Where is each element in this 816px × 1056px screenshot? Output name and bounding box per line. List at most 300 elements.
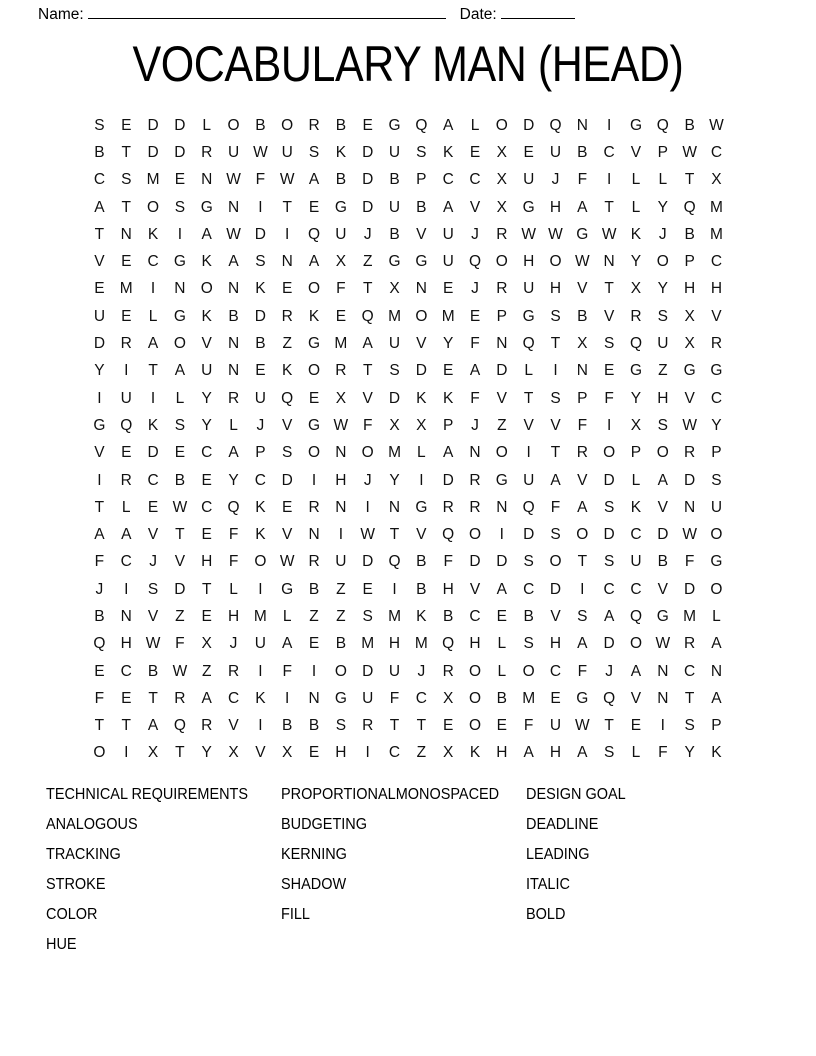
grid-cell[interactable]: O (656, 253, 669, 271)
grid-cell[interactable]: K (630, 498, 642, 516)
grid-cell[interactable]: F (175, 635, 185, 653)
grid-cell[interactable]: T (121, 143, 131, 161)
grid-cell[interactable]: E (630, 717, 642, 735)
grid-cell[interactable]: C (469, 607, 481, 625)
grid-cell[interactable]: A (577, 744, 588, 762)
grid-cell[interactable]: Y (201, 416, 212, 434)
grid-cell[interactable]: D (93, 335, 106, 353)
grid-cell[interactable]: O (227, 116, 240, 134)
grid-cell[interactable]: B (416, 553, 427, 571)
grid-cell[interactable]: T (389, 717, 400, 735)
grid-cell[interactable]: M (710, 225, 723, 243)
grid-cell[interactable]: S (550, 389, 561, 407)
grid-cell[interactable]: M (710, 198, 723, 216)
grid-cell[interactable]: I (526, 444, 531, 462)
grid-cell[interactable]: D (469, 553, 481, 571)
grid-cell[interactable]: U (254, 635, 266, 653)
grid-cell[interactable]: T (577, 553, 588, 571)
grid-cell[interactable]: N (335, 444, 347, 462)
grid-cell[interactable]: W (682, 416, 697, 434)
grid-cell[interactable]: I (258, 662, 263, 680)
grid-cell[interactable]: D (603, 471, 615, 489)
grid-cell[interactable]: U (335, 225, 347, 243)
grid-cell[interactable]: M (683, 607, 697, 625)
grid-cell[interactable]: G (495, 471, 508, 489)
grid-cell[interactable]: H (657, 389, 669, 407)
grid-cell[interactable]: Q (468, 253, 482, 271)
grid-cell[interactable]: B (174, 471, 186, 489)
grid-cell[interactable]: L (497, 662, 507, 680)
grid-cell[interactable]: M (119, 280, 133, 298)
grid-cell[interactable]: Z (362, 253, 373, 271)
grid-cell[interactable]: S (711, 471, 722, 489)
grid-cell[interactable]: J (95, 580, 104, 598)
grid-cell[interactable]: R (308, 116, 320, 134)
grid-cell[interactable]: A (121, 526, 132, 544)
grid-cell[interactable]: Y (711, 416, 722, 434)
grid-cell[interactable]: Q (281, 389, 294, 407)
grid-cell[interactable]: I (124, 580, 129, 598)
grid-cell[interactable]: B (416, 580, 427, 598)
grid-cell[interactable]: Y (201, 389, 212, 407)
grid-cell[interactable]: A (443, 444, 454, 462)
grid-cell[interactable]: H (549, 635, 562, 653)
grid-cell[interactable]: M (414, 635, 428, 653)
grid-cell[interactable]: U (362, 689, 374, 707)
grid-cell[interactable]: X (577, 335, 588, 353)
grid-cell[interactable]: Y (657, 198, 668, 216)
grid-cell[interactable]: R (684, 635, 696, 653)
grid-cell[interactable]: W (253, 143, 268, 161)
grid-cell[interactable]: H (120, 635, 132, 653)
grid-cell[interactable]: E (496, 607, 507, 625)
grid-cell[interactable]: C (630, 526, 642, 544)
grid-cell[interactable]: J (471, 280, 479, 298)
grid-cell[interactable]: U (523, 471, 535, 489)
grid-cell[interactable]: E (496, 717, 507, 735)
grid-cell[interactable]: H (496, 744, 508, 762)
grid-cell[interactable]: F (389, 689, 400, 707)
grid-cell[interactable]: W (575, 717, 590, 735)
grid-cell[interactable]: I (365, 498, 370, 516)
grid-cell[interactable]: E (308, 635, 320, 653)
grid-cell[interactable]: G (683, 362, 696, 380)
grid-cell[interactable]: T (175, 744, 185, 762)
grid-cell[interactable]: O (549, 253, 562, 271)
grid-cell[interactable]: I (258, 580, 263, 598)
grid-cell[interactable]: A (174, 362, 186, 380)
grid-cell[interactable]: B (523, 607, 534, 625)
grid-cell[interactable]: C (469, 171, 481, 189)
grid-cell[interactable]: Q (522, 335, 535, 353)
grid-cell[interactable]: E (121, 689, 132, 707)
grid-cell[interactable]: V (469, 198, 481, 216)
grid-cell[interactable]: C (93, 171, 106, 189)
grid-cell[interactable]: V (362, 389, 373, 407)
grid-cell[interactable]: S (657, 416, 668, 434)
grid-cell[interactable]: C (147, 253, 159, 271)
grid-cell[interactable]: B (577, 307, 588, 325)
grid-cell[interactable]: R (469, 498, 481, 516)
grid-cell[interactable]: C (710, 253, 723, 271)
grid-cell[interactable]: F (94, 689, 105, 707)
grid-cell[interactable]: U (93, 307, 106, 325)
grid-cell[interactable]: W (226, 225, 241, 243)
grid-cell[interactable]: S (147, 580, 159, 598)
grid-cell[interactable]: E (174, 171, 186, 189)
grid-cell[interactable]: M (441, 307, 455, 325)
grid-cell[interactable]: F (470, 389, 480, 407)
grid-cell[interactable]: P (577, 389, 588, 407)
grid-cell[interactable]: E (255, 362, 266, 380)
grid-cell[interactable]: S (603, 744, 615, 762)
grid-cell[interactable]: Q (120, 416, 133, 434)
grid-cell[interactable]: N (576, 116, 588, 134)
grid-cell[interactable]: V (147, 526, 159, 544)
grid-cell[interactable]: N (415, 280, 427, 298)
grid-cell[interactable]: L (524, 362, 533, 380)
grid-cell[interactable]: F (577, 662, 588, 680)
grid-cell[interactable]: D (496, 362, 508, 380)
grid-cell[interactable]: X (389, 280, 400, 298)
grid-cell[interactable]: A (94, 526, 105, 544)
grid-cell[interactable]: H (388, 635, 401, 653)
grid-cell[interactable]: I (606, 416, 612, 434)
grid-cell[interactable]: H (710, 280, 723, 298)
grid-cell[interactable]: V (711, 307, 722, 325)
grid-cell[interactable]: D (684, 580, 696, 598)
grid-cell[interactable]: R (281, 307, 293, 325)
grid-cell[interactable]: C (254, 471, 266, 489)
grid-cell[interactable]: I (553, 362, 558, 380)
grid-cell[interactable]: N (710, 662, 723, 680)
grid-cell[interactable]: C (227, 689, 240, 707)
word-list-item[interactable]: SHADOW (281, 876, 347, 893)
grid-cell[interactable]: V (550, 416, 561, 434)
grid-cell[interactable]: D (603, 526, 615, 544)
grid-cell[interactable]: O (495, 444, 508, 462)
grid-cell[interactable]: X (335, 253, 347, 271)
grid-cell[interactable]: G (308, 335, 321, 353)
grid-cell[interactable]: Q (629, 607, 642, 625)
grid-cell[interactable]: K (255, 498, 266, 516)
grid-cell[interactable]: D (174, 143, 186, 161)
grid-cell[interactable]: S (603, 498, 615, 516)
grid-cell[interactable]: P (255, 444, 266, 462)
grid-cell[interactable]: L (631, 171, 641, 189)
grid-cell[interactable]: R (308, 498, 320, 516)
word-list-item[interactable]: ANALOGOUS (46, 816, 138, 833)
word-list-item[interactable]: TRACKING (46, 846, 121, 863)
grid-cell[interactable]: O (173, 335, 186, 353)
grid-cell[interactable]: V (255, 744, 266, 762)
grid-cell[interactable]: C (630, 580, 642, 598)
grid-cell[interactable]: N (308, 526, 320, 544)
grid-cell[interactable]: G (656, 607, 669, 625)
grid-cell[interactable]: F (228, 526, 239, 544)
grid-cell[interactable]: N (576, 362, 588, 380)
grid-cell[interactable]: O (522, 662, 535, 680)
grid-cell[interactable]: Q (629, 335, 642, 353)
grid-cell[interactable]: Y (630, 389, 642, 407)
grid-cell[interactable]: H (227, 607, 240, 625)
grid-cell[interactable]: A (469, 362, 481, 380)
grid-cell[interactable]: U (388, 198, 401, 216)
grid-cell[interactable]: Z (201, 662, 212, 680)
grid-cell[interactable]: V (416, 225, 427, 243)
grid-cell[interactable]: S (603, 335, 615, 353)
grid-cell[interactable]: D (174, 580, 186, 598)
grid-cell[interactable]: G (415, 253, 428, 271)
grid-cell[interactable]: Q (683, 198, 696, 216)
grid-cell[interactable]: I (97, 389, 102, 407)
grid-cell[interactable]: K (255, 689, 266, 707)
grid-cell[interactable]: T (121, 717, 131, 735)
grid-cell[interactable]: D (603, 635, 615, 653)
grid-cell[interactable]: L (121, 498, 131, 516)
grid-cell[interactable]: E (443, 362, 454, 380)
grid-cell[interactable]: S (523, 635, 534, 653)
grid-cell[interactable]: N (281, 253, 293, 271)
grid-cell[interactable]: E (174, 444, 186, 462)
grid-cell[interactable]: P (416, 171, 427, 189)
grid-cell[interactable]: T (362, 362, 373, 380)
grid-cell[interactable]: T (94, 717, 105, 735)
grid-cell[interactable]: U (388, 143, 401, 161)
grid-cell[interactable]: B (308, 580, 320, 598)
grid-cell[interactable]: N (174, 280, 186, 298)
grid-cell[interactable]: G (710, 553, 723, 571)
grid-cell[interactable]: C (710, 389, 723, 407)
grid-cell[interactable]: O (254, 553, 267, 571)
grid-cell[interactable]: B (657, 553, 668, 571)
grid-cell[interactable]: C (710, 143, 723, 161)
grid-cell[interactable]: W (279, 553, 295, 571)
grid-cell[interactable]: B (416, 198, 427, 216)
grid-cell[interactable]: Y (657, 280, 668, 298)
grid-cell[interactable]: T (684, 171, 695, 189)
grid-cell[interactable]: E (469, 143, 481, 161)
grid-cell[interactable]: O (576, 526, 589, 544)
grid-cell[interactable]: Z (282, 335, 292, 353)
grid-cell[interactable]: S (389, 362, 400, 380)
grid-cell[interactable]: R (227, 389, 240, 407)
grid-cell[interactable]: F (550, 498, 561, 516)
grid-cell[interactable]: M (522, 689, 536, 707)
grid-cell[interactable]: E (308, 744, 320, 762)
grid-cell[interactable]: A (94, 198, 105, 216)
grid-cell[interactable]: Y (201, 744, 212, 762)
grid-cell[interactable]: F (94, 553, 105, 571)
grid-cell[interactable]: R (496, 280, 508, 298)
grid-cell[interactable]: D (496, 553, 508, 571)
grid-cell[interactable]: V (94, 253, 105, 271)
grid-cell[interactable]: N (657, 689, 669, 707)
grid-cell[interactable]: Z (175, 607, 185, 625)
grid-cell[interactable]: U (630, 553, 642, 571)
grid-cell[interactable]: N (227, 198, 240, 216)
grid-cell[interactable]: B (389, 171, 400, 189)
name-input-blank[interactable] (88, 5, 446, 19)
grid-cell[interactable]: G (710, 362, 723, 380)
grid-cell[interactable]: T (604, 717, 614, 735)
grid-cell[interactable]: H (549, 198, 562, 216)
grid-cell[interactable]: K (711, 744, 722, 762)
grid-cell[interactable]: M (361, 635, 375, 653)
grid-cell[interactable]: S (174, 198, 186, 216)
grid-cell[interactable]: A (603, 607, 615, 625)
grid-cell[interactable]: E (308, 389, 320, 407)
grid-cell[interactable]: Y (228, 471, 239, 489)
grid-cell[interactable]: H (469, 635, 481, 653)
grid-cell[interactable]: T (94, 498, 105, 516)
grid-cell[interactable]: A (308, 171, 320, 189)
grid-cell[interactable]: F (336, 280, 346, 298)
grid-cell[interactable]: A (443, 198, 454, 216)
grid-cell[interactable]: F (470, 335, 480, 353)
grid-cell[interactable]: J (551, 171, 560, 189)
grid-cell[interactable]: X (630, 416, 642, 434)
grid-cell[interactable]: X (147, 744, 159, 762)
grid-cell[interactable]: H (549, 280, 562, 298)
grid-cell[interactable]: K (335, 143, 347, 161)
grid-cell[interactable]: U (657, 335, 669, 353)
grid-cell[interactable]: C (603, 580, 615, 598)
grid-cell[interactable]: O (468, 717, 482, 735)
grid-cell[interactable]: D (388, 389, 401, 407)
grid-cell[interactable]: T (389, 526, 400, 544)
grid-cell[interactable]: U (549, 717, 562, 735)
grid-cell[interactable]: E (282, 280, 293, 298)
grid-cell[interactable]: S (603, 553, 615, 571)
date-input-blank[interactable] (501, 5, 575, 19)
grid-cell[interactable]: F (684, 553, 695, 571)
grid-cell[interactable]: D (415, 362, 427, 380)
grid-cell[interactable]: C (201, 498, 213, 516)
grid-cell[interactable]: R (442, 498, 454, 516)
grid-cell[interactable]: P (630, 444, 642, 462)
grid-cell[interactable]: O (629, 635, 642, 653)
grid-cell[interactable]: A (147, 717, 159, 735)
grid-cell[interactable]: G (415, 498, 428, 516)
grid-cell[interactable]: Q (388, 553, 401, 571)
grid-cell[interactable]: R (201, 143, 213, 161)
word-list-item[interactable]: ITALIC (526, 876, 570, 893)
grid-cell[interactable]: D (362, 171, 374, 189)
grid-cell[interactable]: B (684, 116, 695, 134)
grid-cell[interactable]: E (121, 307, 132, 325)
grid-cell[interactable]: Q (308, 225, 321, 243)
grid-cell[interactable]: R (120, 335, 132, 353)
grid-cell[interactable]: S (523, 553, 534, 571)
grid-cell[interactable]: I (285, 225, 290, 243)
grid-cell[interactable]: A (523, 744, 534, 762)
grid-cell[interactable]: S (282, 444, 293, 462)
grid-cell[interactable]: L (417, 444, 426, 462)
grid-cell[interactable]: W (226, 171, 241, 189)
grid-cell[interactable]: D (147, 116, 159, 134)
grid-cell[interactable]: O (93, 744, 106, 762)
grid-cell[interactable]: Y (684, 744, 695, 762)
grid-cell[interactable]: X (630, 280, 642, 298)
grid-cell[interactable]: C (442, 171, 454, 189)
grid-cell[interactable]: I (150, 389, 156, 407)
grid-cell[interactable]: N (308, 689, 320, 707)
grid-cell[interactable]: T (94, 225, 105, 243)
grid-cell[interactable]: G (522, 198, 535, 216)
grid-cell[interactable]: G (200, 198, 213, 216)
grid-cell[interactable]: J (417, 662, 426, 680)
grid-cell[interactable]: A (657, 471, 668, 489)
word-list-item[interactable]: PROPORTIONALMONOSPACED (281, 786, 500, 803)
grid-cell[interactable]: L (631, 471, 641, 489)
grid-cell[interactable]: W (682, 143, 697, 161)
grid-cell[interactable]: F (577, 416, 588, 434)
grid-cell[interactable]: B (335, 171, 347, 189)
grid-cell[interactable]: G (308, 416, 321, 434)
grid-cell[interactable]: X (443, 689, 454, 707)
grid-cell[interactable]: D (657, 526, 669, 544)
grid-cell[interactable]: I (150, 280, 156, 298)
grid-cell[interactable]: Q (442, 526, 455, 544)
grid-cell[interactable]: Z (416, 744, 427, 762)
grid-cell[interactable]: C (415, 689, 427, 707)
grid-cell[interactable]: E (443, 280, 454, 298)
grid-cell[interactable]: B (282, 717, 293, 735)
grid-cell[interactable]: S (416, 143, 427, 161)
grid-cell[interactable]: N (603, 253, 615, 271)
grid-cell[interactable]: V (684, 389, 695, 407)
grid-cell[interactable]: N (227, 335, 240, 353)
grid-cell[interactable]: E (121, 444, 132, 462)
grid-cell[interactable]: O (656, 444, 669, 462)
grid-cell[interactable]: E (201, 471, 212, 489)
grid-cell[interactable]: G (173, 253, 186, 271)
grid-cell[interactable]: E (443, 717, 454, 735)
grid-cell[interactable]: I (499, 526, 504, 544)
grid-cell[interactable]: W (172, 662, 188, 680)
grid-cell[interactable]: G (334, 689, 347, 707)
grid-cell[interactable]: J (605, 662, 614, 680)
grid-cell[interactable]: K (416, 389, 427, 407)
grid-cell[interactable]: O (549, 553, 562, 571)
grid-cell[interactable]: O (308, 444, 321, 462)
grid-cell[interactable]: W (655, 635, 671, 653)
grid-cell[interactable]: W (333, 416, 349, 434)
grid-cell[interactable]: A (577, 498, 588, 516)
grid-cell[interactable]: A (308, 253, 320, 271)
grid-cell[interactable]: W (601, 225, 617, 243)
grid-cell[interactable]: L (229, 416, 238, 434)
grid-cell[interactable]: I (606, 171, 612, 189)
grid-cell[interactable]: R (174, 689, 186, 707)
grid-cell[interactable]: U (120, 389, 132, 407)
grid-cell[interactable]: Y (389, 471, 400, 489)
grid-cell[interactable]: K (416, 607, 427, 625)
grid-cell[interactable]: V (94, 444, 105, 462)
grid-cell[interactable]: V (577, 471, 588, 489)
grid-cell[interactable]: R (120, 471, 132, 489)
grid-cell[interactable]: R (496, 225, 508, 243)
grid-cell[interactable]: H (335, 471, 347, 489)
grid-cell[interactable]: X (496, 143, 507, 161)
grid-cell[interactable]: W (360, 526, 376, 544)
grid-cell[interactable]: C (120, 662, 132, 680)
grid-cell[interactable]: L (148, 307, 158, 325)
grid-cell[interactable]: S (335, 717, 347, 735)
grid-cell[interactable]: N (469, 444, 481, 462)
grid-cell[interactable]: U (710, 498, 723, 516)
